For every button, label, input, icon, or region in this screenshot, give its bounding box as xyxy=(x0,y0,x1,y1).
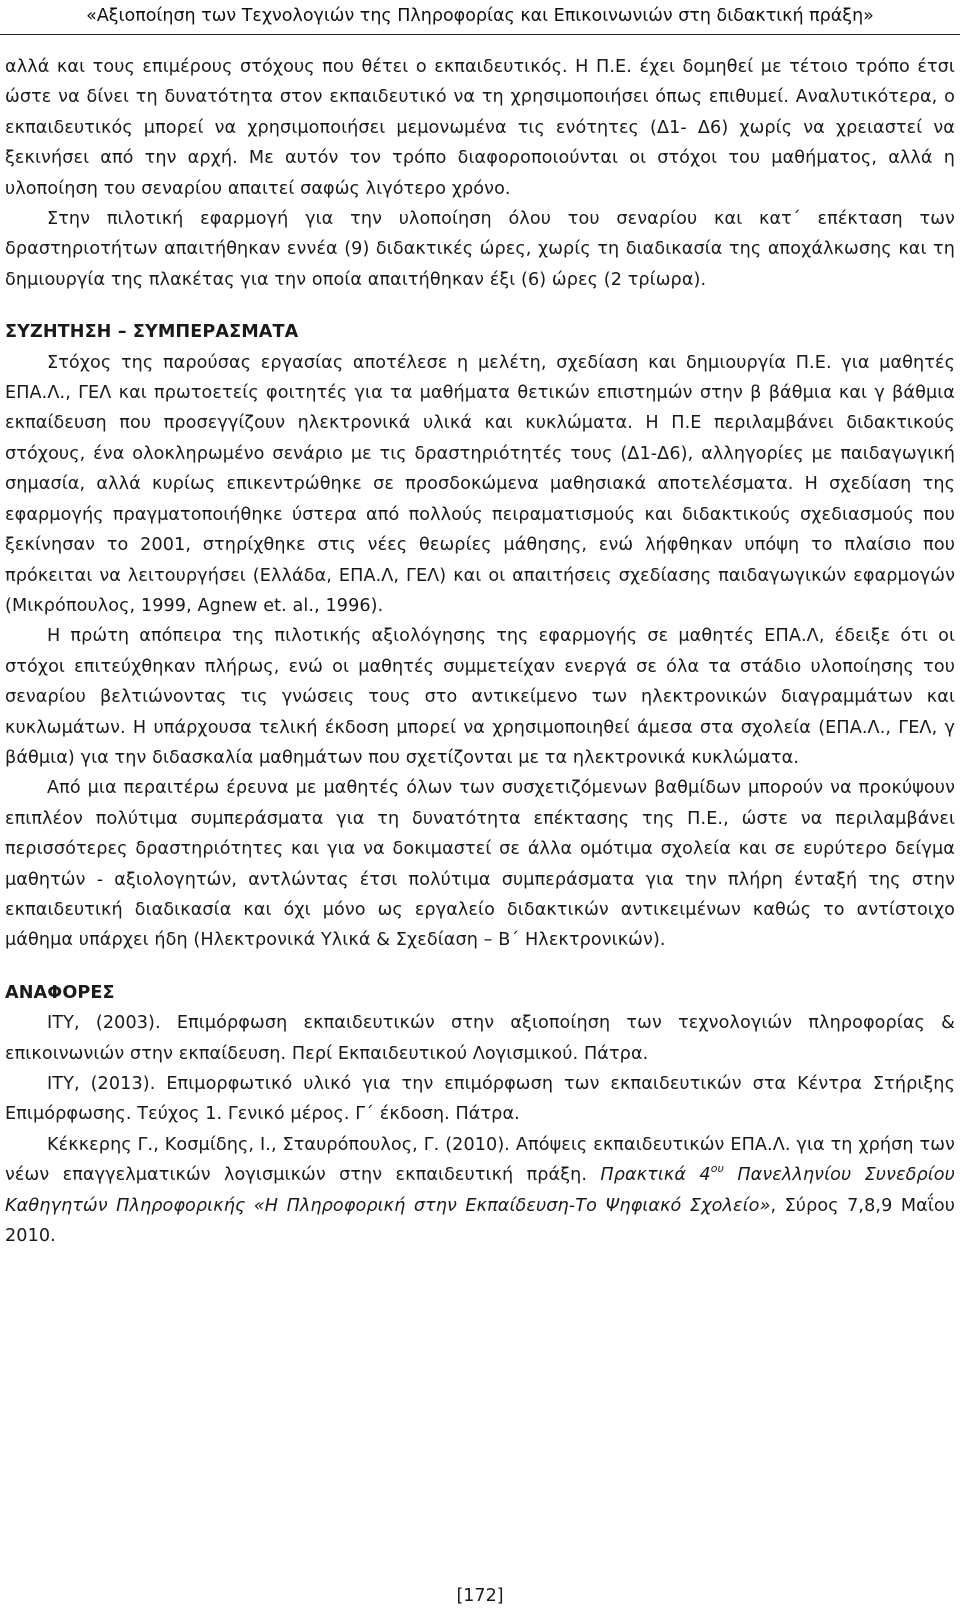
reference-entry: ΙΤΥ, (2013). Επιμορφωτικό υλικό για την επιμόρφωση των εκπαιδευτικών στα Κέντρα Στήριξης Επιμόρφωσης. Τεύχος 1. Γενικό μέρος. Γ΄ έκδοση. Πάτρα. xyxy=(5,1074,955,1125)
intro-paragraph: αλλά και τους επιμέρους στόχους που θέτει ο εκπαιδευτικός. Η Π.Ε. έχει δομηθεί με τέτοιο τρόπο έτσι ώστε να δίνει τη δυνατότητα στον εκπαιδευτικό να τη χρησιμοποιήσει όπως επιθυμεί. Αναλυτικότερα, ο εκπαιδευτικός μπορεί να χρησιμοποιήσει μεμονωμένα τις ενότητες (Δ1- Δ6) χωρίς να χρειαστεί να ξεκινήσει από την αρχή. Με αυτόν τον τρόπο διαφοροποιούνται οι στόχοι του μαθήματος, αλλά η υλοποίηση του σεναρίου απαιτεί σαφώς λιγότερο χρόνο. xyxy=(5,57,955,199)
reference-entry xyxy=(5,1130,955,1252)
discussion-paragraph: Στόχος της παρούσας εργασίας αποτέλεσε η μελέτη, σχεδίαση και δημιουργία Π.Ε. για μαθητές ΕΠΑ.Λ., ΓΕΛ και πρωτοετείς φοιτητές για τα μαθήματα θετικών επιστημών στην β βάθμια και γ βάθμια εκπαίδευση που προσεγγίζουν ηλεκτρονικά υλικά και κυκλώματα. Η Π.Ε περιλαμβάνει διδακτικούς στόχους, ένα ολοκληρωμένο σενάριο με τις δραστηριότητές τους (Δ1-Δ6), αλληγορίες με παιδαγωγική σημασία, αλλά κυρίως επικεντρώθηκε σε προσδοκώμενα μαθησιακά αποτελέσματα. Η σχεδίαση της εφαρμογής πραγματοποιήθηκε ύστερα από πολλούς πειραματισμούς και διδακτικούς σχεδιασμούς που ξεκίνησαν το 2001, στηρίχθηκε στις νέες θεωρίες μάθησης, ενώ λήφθηκαν υπόψη το πλαίσιο που πρόκειται να λειτουργήσει (Ελλάδα, ΕΠΑ.Λ, ΓΕΛ) και οι απαιτήσεις σχεδίασης παιδαγωγικών εφαρμογών (Μικρόπουλος, 1999, Agnew et. al., 1996). xyxy=(5,352,955,616)
discussion-paragraph: Η πρώτη απόπειρα της πιλοτικής αξιολόγησης της εφαρμογής σε μαθητές ΕΠΑ.Λ, έδειξε ότι οι στόχοι επιτεύχθηκαν πλήρως, ενώ οι μαθητές συμμετείχαν ενεργά σε όλα τα στάδιο υλοποίησης του σεναρίου βελτιώνοντας τις γνώσεις τους στο αντικείμενο των ηλεκτρονικών διαγραμμάτων και κυκλωμάτων. Η υπάρχουσα τελική έκδοση μπορεί να χρησιμοποιηθεί άμεσα στα σχολεία (ΕΠΑ.Λ., ΓΕΛ, γ βάθμια) για την διδασκαλία μαθημάτων που σχετίζονται με τα ηλεκτρονικά κυκλώματα. xyxy=(5,626,955,768)
section-heading-discussion: ΣΥΖΗΤΗΣΗ – ΣΥΜΠΕΡΑΣΜΑΤΑ xyxy=(5,322,299,343)
intro-paragraph: Στην πιλοτική εφαρμογή για την υλοποίηση όλου του σεναρίου και κατ΄ επέκταση των δραστηριοτήτων απαιτήθηκαν εννέα (9) διδακτικές ώρες, χωρίς τη διαδικασία της αποχάλκωσης και τη δημιουργία της πλακέτας για την οποία απαιτήθηκαν έξι (6) ώρες (2 τρίωρα). xyxy=(5,209,955,290)
reference-text: Κέκκερης Γ., Κοσμίδης, Ι., Σταυρόπουλος, Γ. (2010). Απόψεις εκπαιδευτικών ΕΠΑ.Λ. για τη χρήση των νέων επαγγελματικών λογισμικών στην εκπαιδευτική πράξη. xyxy=(5,1134,955,1186)
reference-italic-text: Πανελληνίου Συνεδρίου Καθηγητών Πληροφορικής «Η Πληροφορική στην Εκπαίδευση-Το Ψηφιακό Σχολείο» xyxy=(5,1165,955,1216)
running-header: «Αξιοποίηση των Τεχνολογιών της Πληροφορίας και Επικοινωνιών στη διδακτική πράξη» xyxy=(86,6,874,26)
header-divider xyxy=(0,34,960,35)
reference-italic-text: Πρακτικά 4 xyxy=(600,1165,711,1186)
section-heading-references: ΑΝΑΦΟΡΕΣ xyxy=(5,982,115,1003)
ordinal-superscript: ου xyxy=(710,1162,724,1176)
reference-entry: ΙΤΥ, (2003). Επιμόρφωση εκπαιδευτικών στην αξιοποίηση των τεχνολογιών πληροφορίας & επικοινωνιών στην εκπαίδευση. Περί Εκπαιδευτικού Λογισμικού. Πάτρα. xyxy=(5,1013,955,1064)
document-body xyxy=(5,52,955,1251)
page-number: [172] xyxy=(456,1586,504,1606)
reference-text: , Σύρος 7,8,9 Μαΐου 2010. xyxy=(5,1195,955,1247)
discussion-paragraph: Από μια περαιτέρω έρευνα με μαθητές όλων των συσχετιζόμενων βαθμίδων μπορούν να προκύψουν επιπλέον πολύτιμα συμπεράσματα για τη δυνατότητα επέκτασης της Π.Ε., ώστε να περιλαμβάνει περισσότερες δραστηριότητες και για να δοκιμαστεί σε άλλα ομότιμα σχολεία και σε ευρύτερο δείγμα μαθητών - αξιολογητών, αντλώντας έτσι πολύτιμα συμπεράσματα για την πλήρη ένταξή της στην εκπαιδευτική διαδικασία και όχι μόνο ως εργαλείο διδακτικών αντικειμένων καθώς το αντίστοιχο μάθημα υπάρχει ήδη (Ηλεκτρονικά Υλικά & Σχεδίαση – Β΄ Ηλεκτρονικών). xyxy=(5,778,955,951)
